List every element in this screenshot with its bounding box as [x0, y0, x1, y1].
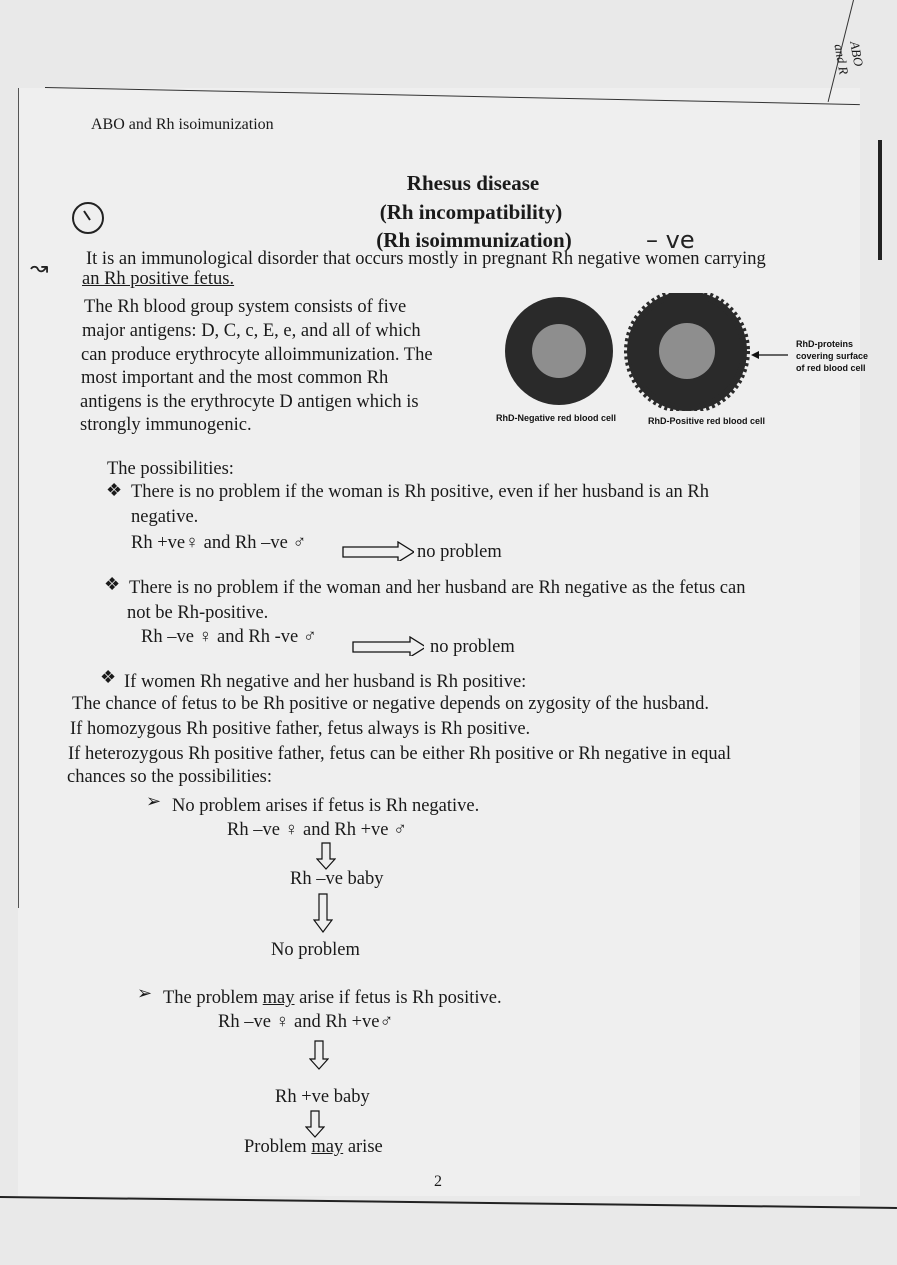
circled-mark-icon [70, 200, 106, 236]
rhd-negative-cell [505, 297, 613, 405]
figure-caption-negative: RhD-Negative red blood cell [496, 413, 617, 423]
rh-system-line-2: major antigens: D, C, c, E, e, and all of which [82, 321, 421, 341]
page-bottom-border [0, 1196, 897, 1209]
bullet2-line-2: not be Rh-positive. [127, 603, 269, 623]
bullet2-formula: Rh –ve ♀ and Rh -ve ♂ [141, 627, 317, 647]
case2-outcome [244, 1136, 383, 1158]
bullet1-result: no problem [417, 542, 502, 562]
arrow-bullet-icon-2: ➢ [137, 983, 153, 1003]
case1-heading: No problem arises if fetus is Rh negative. [172, 796, 480, 816]
case1-parents: Rh –ve ♀ and Rh +ve ♂ [227, 820, 407, 840]
case2-heading-post: arise if fetus is Rh positive. [294, 988, 502, 1008]
figure-annotation-3: of red blood cell [796, 363, 866, 373]
page-title: Rhesus disease [406, 171, 540, 195]
rh-system-line-6: strongly immunogenic. [80, 415, 252, 435]
case1-baby: Rh –ve baby [290, 869, 384, 889]
page-subtitle-2: (Rh isoimmunization) [376, 228, 572, 252]
intro-line-2: an Rh positive fetus. [82, 269, 235, 289]
page-subtitle-1: (Rh incompatibility) [379, 200, 563, 224]
possibilities-title: The possibilities: [107, 459, 234, 479]
handwritten-note: – ve [646, 226, 695, 254]
case2-heading-may: may [262, 988, 295, 1008]
rh-system-line-4: most important and the most common Rh [81, 368, 389, 388]
rh-system-line-3: can produce erythrocyte alloimmunization. The [81, 345, 433, 365]
side-tab-text: ABO and R [831, 40, 867, 76]
bullet1-formula: Rh +ve♀ and Rh –ve ♂ [131, 533, 307, 553]
right-arrow-icon [342, 541, 414, 561]
rh-system-line-5: antigens is the erythrocyte D antigen which is [80, 392, 419, 412]
down-arrow-icon [316, 842, 336, 870]
bullet3-line-3: If heterozygous Rh positive father, fetus can be either Rh positive or Rh negative in equal [68, 744, 732, 764]
bullet2-result: no problem [430, 637, 515, 657]
case2-outcome-may: may [311, 1137, 344, 1157]
case2-heading [163, 987, 502, 1009]
side-dark-bar [878, 140, 882, 260]
case2-outcome-pre: Problem [244, 1137, 312, 1157]
bullet2-line-1: There is no problem if the woman and her husband are Rh negative as the fetus can [129, 578, 746, 598]
right-arrow-icon-2 [352, 636, 424, 656]
figure-annotation-2: covering surface [796, 351, 869, 361]
down-arrow-icon-3 [309, 1040, 329, 1070]
arrow-bullet-icon: ➢ [146, 791, 162, 811]
case1-outcome: No problem [271, 940, 360, 960]
intro-line-1: It is an immunological disorder that occurs mostly in pregnant Rh negative women carrying [86, 249, 766, 269]
bullet3-line-2: If homozygous Rh positive father, fetus always is Rh positive. [70, 719, 531, 739]
bullet-diamond-icon-2: ❖ [104, 574, 121, 594]
rhd-positive-cell [627, 293, 747, 411]
page-number: 2 [434, 1173, 442, 1190]
bullet3-line-1: The chance of fetus to be Rh positive or negative depends on zygosity of the husband. [72, 694, 710, 714]
running-header: ABO and Rh isoimunization [91, 116, 274, 133]
figure-annotation-1: RhD-proteins [796, 339, 853, 349]
figure-caption-positive: RhD-Positive red blood cell [648, 416, 766, 426]
pointer-arrow-icon [751, 351, 788, 359]
bullet3-line-4: chances so the possibilities: [67, 767, 273, 787]
case2-outcome-post: arise [343, 1137, 383, 1157]
page-left-border [18, 88, 19, 908]
rh-system-line-1: The Rh blood group system consists of five [84, 297, 407, 317]
handwritten-arrow-icon: ↝ [30, 256, 49, 281]
down-arrow-icon-2 [313, 893, 333, 933]
bullet1-line-2: negative. [131, 507, 199, 527]
bullet-diamond-icon-3: ❖ [100, 667, 117, 687]
bullet-diamond-icon: ❖ [106, 480, 123, 500]
down-arrow-icon-4 [305, 1110, 325, 1138]
case2-heading-pre: The problem [163, 988, 263, 1008]
case2-baby: Rh +ve baby [275, 1087, 370, 1107]
bullet1-line-1: There is no problem if the woman is Rh positive, even if her husband is an Rh [131, 482, 710, 502]
bullet3-heading: If women Rh negative and her husband is Rh positive: [124, 672, 527, 692]
case2-parents: Rh –ve ♀ and Rh +ve♂ [218, 1012, 394, 1032]
